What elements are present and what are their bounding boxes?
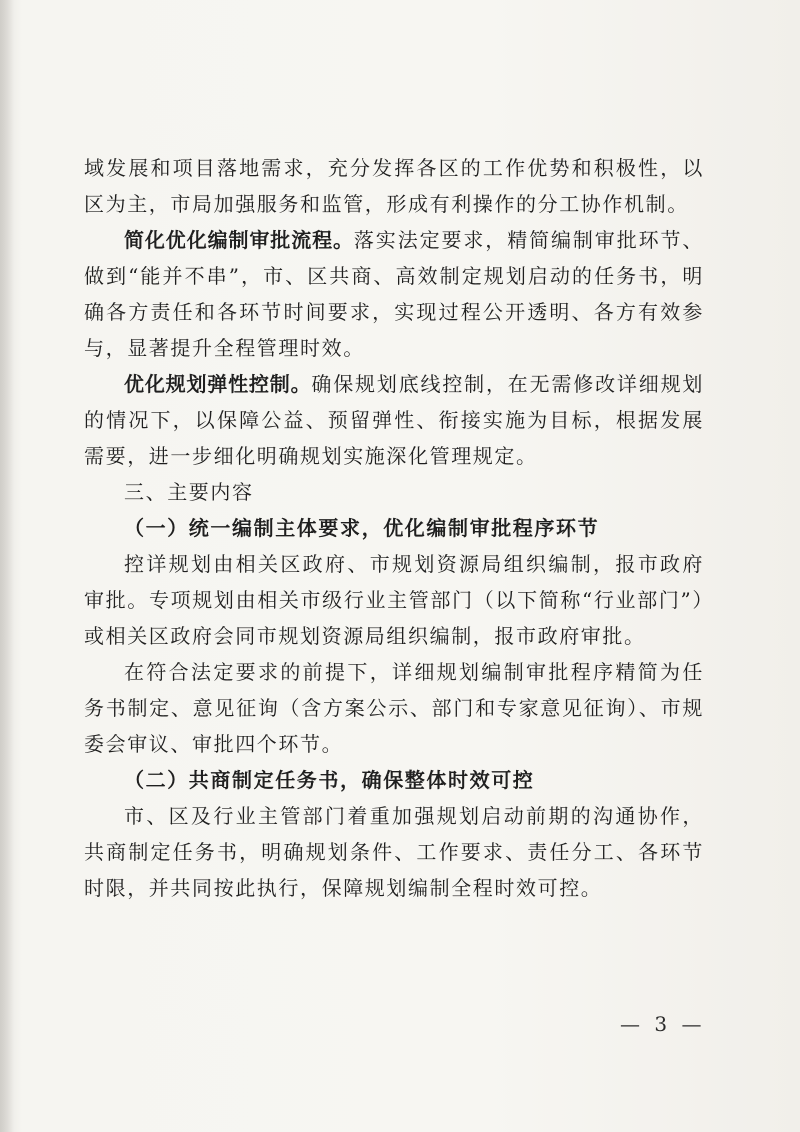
document-body	[84, 150, 704, 906]
scan-edge-shadow	[0, 0, 14, 1132]
page-number: — 3 —	[620, 1012, 706, 1036]
paragraph-coordination: 市、区及行业主管部门着重加强规划启动前期的沟通协作，共商制定任务书，明确规划条件、工作要求、责任分工、各环节时限，并共同按此执行，保障规划编制全程时效可控。	[84, 804, 704, 900]
subheading-unified-requirements: （一）统一编制主体要求，优化编制审批程序环节	[124, 516, 600, 540]
paragraph-continuation: 域发展和项目落地需求，充分发挥各区的工作优势和积极性，以区为主，市局加强服务和监管，形成有利操作的分工协作机制。	[84, 156, 704, 216]
paragraph-lead-flexible: 优化规划弹性控制。	[124, 372, 312, 396]
paragraph-simplify-process	[84, 222, 704, 366]
paragraph-lead-simplify: 简化优化编制审批流程。	[124, 228, 354, 252]
paragraph-flexible-control	[84, 366, 704, 474]
paragraph-organization: 控详规划由相关区政府、市规划资源局组织编制，报市政府审批。专项规划由相关市级行业主管部门（以下简称“行业部门”）或相关区政府会同市规划资源局组织编制，报市政府审批。	[84, 552, 704, 648]
paragraph-body-flexible: 确保规划底线控制，在无需修改详细规划的情况下，以保障公益、预留弹性、衔接实施为目标，根据发展需要，进一步细化明确规划实施深化管理规定。	[84, 372, 704, 468]
subheading-task-book: （二）共商制定任务书，确保整体时效可控	[124, 768, 535, 792]
section-heading-main-content: 三、主要内容	[124, 480, 254, 504]
paragraph-procedure: 在符合法定要求的前提下，详细规划编制审批程序精简为任务书制定、意见征询（含方案公示、部门和专家意见征询）、市规委会审议、审批四个环节。	[84, 660, 704, 756]
paragraph-body-simplify: 落实法定要求，精简编制审批环节、做到“能并不串”，市、区共商、高效制定规划启动的任务书，明确各方责任和各环节时间要求，实现过程公开透明、各方有效参与，显著提升全程管理时效。	[84, 228, 704, 360]
